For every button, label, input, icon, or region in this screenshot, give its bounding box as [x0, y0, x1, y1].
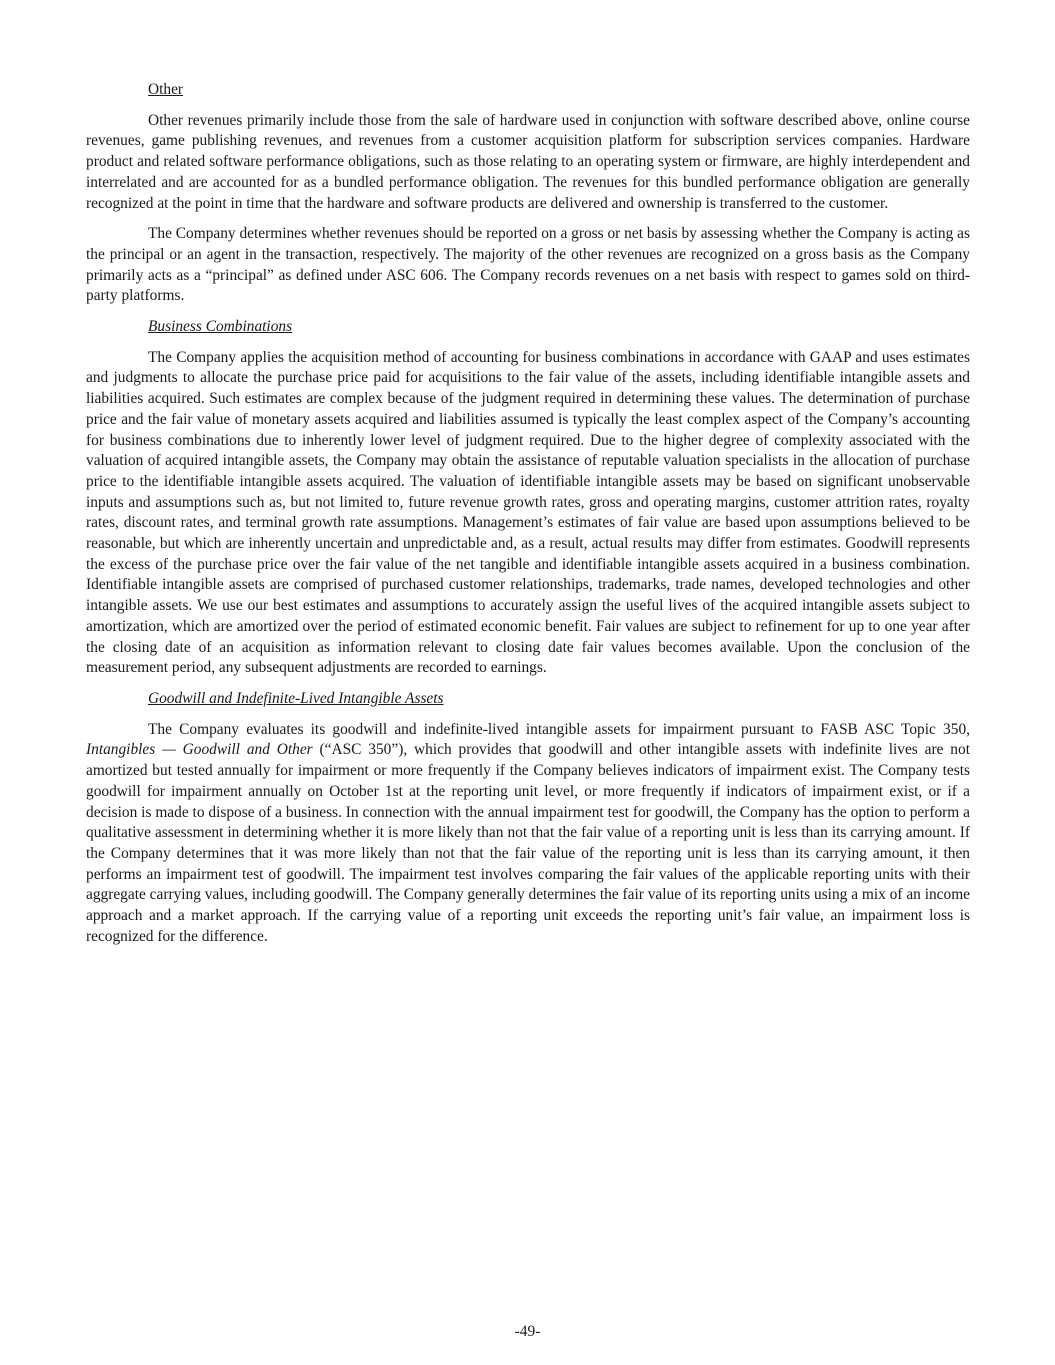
- page-number: -49-: [514, 1323, 541, 1340]
- section-heading-goodwill: Goodwill and Indefinite-Lived Intangible Assets: [148, 689, 444, 707]
- paragraph-goodwill-italic-title: Intangibles — Goodwill and Other: [86, 741, 313, 759]
- paragraph-other-revenues: Other revenues primarily include those from the sale of hardware used in conjunction with software described above, online course revenues, game publishing revenues, and revenues from a customer acquisition platform for subscription services companies. Hardware product and related software performance obligations, such as those relating to an operating system or firmware, are highly interdependent and interrelated and are accounted for as a bundled performance obligation. The revenues for this bundled performance obligation are generally recognized at the point in time that the hardware and software products are delivered and ownership is transferred to the customer.: [86, 111, 970, 212]
- paragraph-goodwill-text-2: (“ASC 350”), which provides that goodwill and other intangible assets with indefinite lives are not amortized but tested annually for impairment or more frequently if the Company believes indicators of impairment exist. The Company tests goodwill for impairment annually on October 1st at the reporting unit level, or more frequently if indicators of impairment exist, or if a decision is made to dispose of a business. In connection with the annual impairment test for goodwill, the Company has the option to perform a qualitative assessment in determining whether it is more likely than not that the fair value of a reporting unit is less than its carrying amount. If the Company determines that it was more likely than not that the fair value of the reporting unit is less than its carrying amount, it then performs an impairment test of goodwill. The impairment test involves comparing the fair values of the applicable reporting units with their aggregate carrying values, including goodwill. The Company generally determines the fair value of its reporting units using a mix of an income approach and a market approach. If the carrying value of a reporting unit exceeds the reporting unit’s fair value, an impairment loss is recognized for the difference.: [86, 741, 971, 945]
- section-heading-business-combinations: Business Combinations: [148, 318, 293, 336]
- paragraph-goodwill-text-1: The Company evaluates its goodwill and indefinite-lived intangible assets for impairment pursuant to FASB ASC Topic 350,: [148, 720, 970, 738]
- paragraph-business-combinations: The Company applies the acquisition method of accounting for business combinations in accordance with GAAP and uses estimates and judgments to allocate the purchase price paid for acquisitions to the fair value of the assets, including identifiable intangible assets and liabilities acquired. Such estimates are complex because of the judgment required in determining these values. The determination of purchase price and the fair value of monetary assets acquired and liabilities assumed is typically the least complex aspect of the Company’s accounting for business combinations due to inherently lower level of judgment required. Due to the higher degree of complexity associated with the valuation of acquired intangible assets, the Company may obtain the assistance of reputable valuation specialists in the allocation of purchase price to the identifiable intangible assets acquired. The valuation of identifiable intangible assets may be based on significant unobservable inputs and assumptions such as, but not limited to, future revenue growth rates, gross and operating margins, customer attrition rates, royalty rates, discount rates, and terminal growth rate assumptions. Management’s estimates of fair value are based upon assumptions believed to be reasonable, but which are inherently uncertain and unpredictable and, as a result, actual results may differ from estimates. Goodwill represents the excess of the purchase price over the fair value of the net tangible and identifiable intangible assets acquired in a business combination. Identifiable intangible assets are comprised of purchased customer relationships, trademarks, trade names, developed technologies and other intangible assets. We use our best estimates and assumptions to accurately assign the useful lives of the acquired intangible assets subject to amortization, which are amortized over the period of estimated economic benefit. Fair values are subject to refinement for up to one year after the closing date of an acquisition as information relevant to closing date fair values becomes available. Upon the conclusion of the measurement period, any subsequent adjustments are recorded to earnings.: [86, 348, 970, 677]
- document-body: [86, 80, 970, 957]
- section-heading-other: Other: [148, 81, 184, 98]
- paragraph-goodwill: [86, 720, 970, 948]
- paragraph-gross-net-basis: The Company determines whether revenues should be reported on a gross or net basis by assessing whether the Company is acting as the principal or an agent in the transaction, respectively. The majority of the other revenues are recognized on a gross basis as the Company primarily acts as a “principal” as defined under ASC 606. The Company records revenues on a net basis with respect to games sold on third-party platforms.: [86, 225, 970, 305]
